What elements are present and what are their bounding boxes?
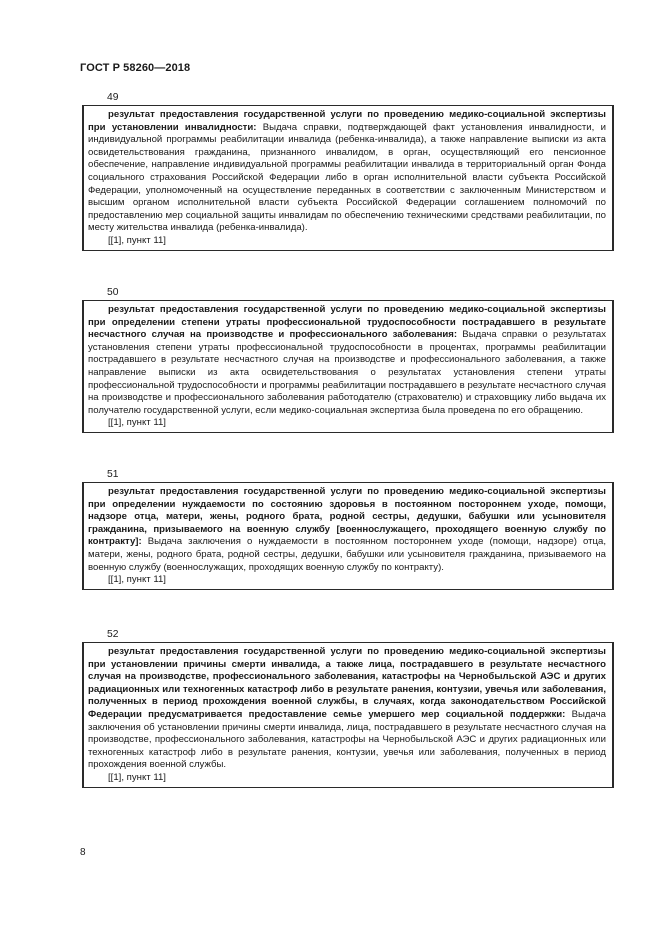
entry-number: 52 — [107, 629, 119, 640]
entry-term: результат предоставления государственной услуги по проведению медико-социальной экспертизы при определении степени утраты профессиональной трудоспособности пострадавшего в результате несчастного случая на производстве и профессионального заболевания: — [88, 304, 606, 341]
entry-definition: Выдача заключения о нуждаемости в постоянном постороннем уходе (помощи, надзоре) отца, матери, жены, родного брата, родной сестры, дедушки, бабушки или усыновителя гражданина, призываемого на военную службу (военнослужащих, проходящих военную службу по контракту). — [88, 536, 606, 573]
entry-reference: [[1], пункт 11] — [108, 234, 166, 246]
entry-term: результат предоставления государственной услуги по проведению медико-социальной экспертизы при установлении инвалидности: — [88, 109, 606, 133]
entry-reference: [[1], пункт 11] — [108, 574, 166, 586]
entry-number: 50 — [107, 287, 119, 298]
document-header: ГОСТ Р 58260—2018 — [80, 62, 191, 74]
entry-49 — [82, 90, 614, 251]
entry-box — [82, 300, 614, 433]
entry-definition: Выдача справки о результатах установления степени утраты профессиональной трудоспособности в процентах, программы реабилитации пострадавшего в результате несчастного случая на производстве и профессионального заболевания, а также направление выписки из акта освидетельствования о результатах установления степени утраты профессиональной трудоспособности и программы реабилитации пострадавшего в результате несчастного случая на производстве и профессионального заболевания работодателю (страхователю) и страховщику либо выдача их получателю государственной услуги, если медико-социальная экспертиза была проведена по его обращению. — [88, 329, 606, 416]
entry-text — [88, 646, 606, 772]
entry-box — [82, 482, 614, 590]
entry-text — [88, 109, 606, 235]
entry-number: 49 — [107, 92, 119, 103]
entry-term: результат предоставления государственной услуги по проведению медико-социальной экспертизы при установлении причины смерти инвалида, а также лица, пострадавшего в результате несчастного случая на производстве, профессионального заболевания, катастрофы на Чернобыльской АЭС и других радиационных или техногенных катастроф либо в результате ранения, контузии, увечья или заболевания, полученных в период прохождения военной службы, в случаях, когда законодательством Российской Федерации предусматривается предоставление семье умершего мер социальной поддержки: — [88, 646, 606, 720]
entry-51 — [82, 467, 614, 590]
entry-definition: Выдача справки, подтверждающей факт установления инвалидности, и индивидуальной программы реабилитации инвалида (ребенка-инвалида), а также направление выписки из акта освидетельствования гражданина, признанного инвалидом, в орган, осуществляющий его пенсионное обеспечение, направление индивидуальной программы реабилитации инвалида в территориальный орган Фонда социального страхования Российской Федерации либо в орган исполнительной власти субъекта Российской Федерации, уполномоченный на осуществление переданных в соответствии с заключенным Министерством и высшим органом исполнительной власти субъекта Российской Федерации соглашением полномочий по предоставлению мер социальной защиты инвалидам по обеспечению техническими средствами реабилитации, по месту жительства инвалида (ребенка-инвалида). — [88, 121, 606, 234]
entry-text — [88, 304, 606, 417]
entry-50 — [82, 285, 614, 433]
entry-reference: [[1], пункт 11] — [108, 771, 166, 783]
entry-text — [88, 486, 606, 574]
entry-box — [82, 105, 614, 251]
page-number: 8 — [80, 847, 86, 858]
entry-reference: [[1], пункт 11] — [108, 417, 166, 429]
entry-definition: Выдача заключения об установлении причины смерти инвалида, лица, пострадавшего в результате несчастного случая на производстве, профессионального заболевания, катастрофы на Чернобыльской АЭС и других радиационных или техногенных катастроф либо в результате ранения, контузии, увечья или заболевания, полученных в период прохождения военной службы. — [88, 708, 606, 771]
entry-box — [82, 642, 614, 788]
entry-number: 51 — [107, 469, 119, 480]
entry-52 — [82, 627, 614, 788]
entry-term: результат предоставления государственной услуги по проведению медико-социальной экспертизы при определении нуждаемости по состоянию здоровья в постоянном постороннем уходе, помощи, надзоре отца, матери, жены, родного брата, родной сестры, дедушки, бабушки или усыновителя гражданина, призываемого на военную службу [военнослужащего, проходящего военную службу по контракту]: — [88, 486, 606, 548]
